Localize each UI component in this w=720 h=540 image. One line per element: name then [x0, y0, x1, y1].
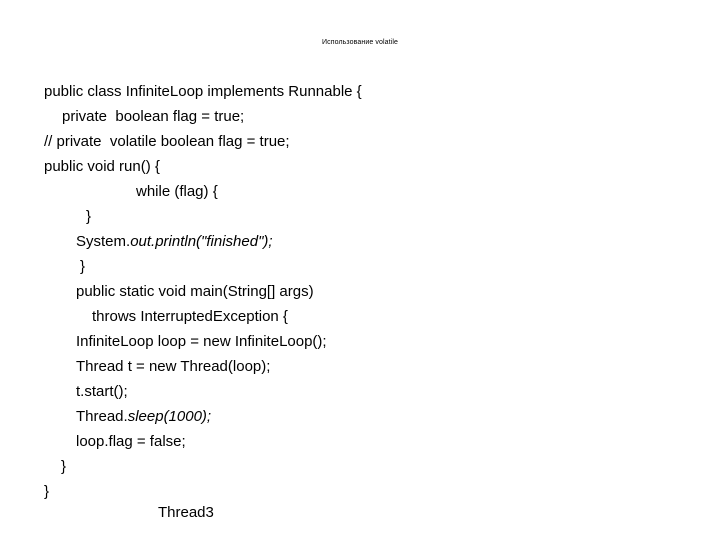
code-line-11: InfiniteLoop loop = new InfiniteLoop();: [76, 333, 327, 350]
code-line-3: // private volatile boolean flag = true;: [44, 133, 290, 150]
code-line-7-plain: System.: [76, 233, 131, 250]
code-line-10: throws InterruptedException {: [92, 308, 288, 325]
code-line-2: private boolean flag = true;: [62, 108, 245, 125]
code-line-4: public void run() {: [44, 158, 160, 175]
code-line-14: [76, 408, 211, 426]
code-line-14-italic: sleep(1000);: [127, 408, 212, 425]
code-line-7-italic: out.println("finished");: [130, 233, 273, 250]
code-line-13: t.start();: [76, 383, 128, 400]
code-line-17: }: [44, 483, 50, 500]
code-line-15: loop.flag = false;: [76, 433, 186, 450]
slide-title: Использование volatile: [322, 39, 398, 46]
code-line-7: [76, 233, 273, 251]
code-line-9: public static void main(String[] args): [76, 283, 314, 300]
code-line-16: }: [61, 458, 67, 475]
slide-footer: Thread3: [158, 504, 214, 521]
code-line-1: public class InfiniteLoop implements Runnable {: [44, 83, 362, 100]
code-line-5: while (flag) {: [136, 183, 218, 200]
code-line-8: }: [80, 258, 86, 275]
code-line-14-plain: Thread.: [76, 408, 128, 425]
code-line-12: Thread t = new Thread(loop);: [76, 358, 271, 375]
code-line-6: }: [86, 208, 92, 225]
